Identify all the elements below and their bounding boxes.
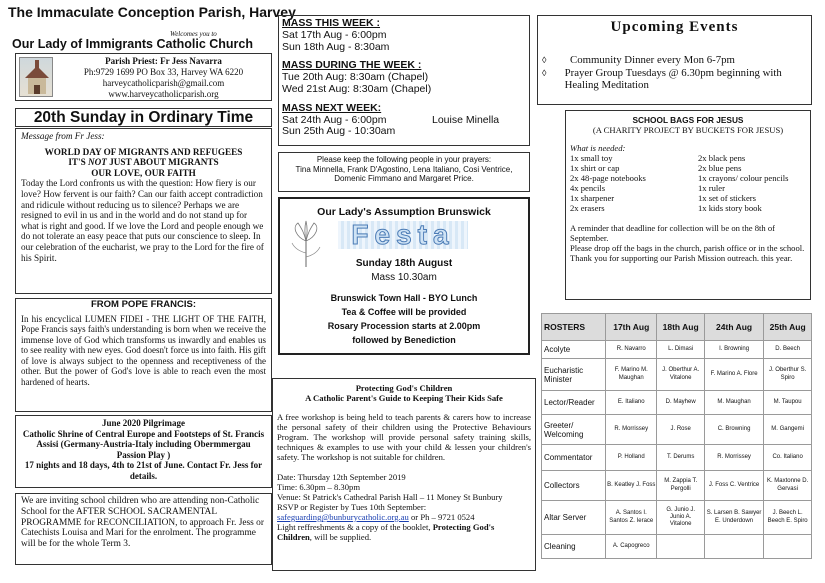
message-heading-1: WORLD DAY OF MIGRANTS AND REFUGEES [44, 146, 243, 157]
table-row: Greeter/ Welcoming R. Morrissey J. Rose C. Browning M. Gangemi [542, 415, 812, 445]
parish-email[interactable]: harveycatholicparish@gmail.com [102, 78, 225, 88]
festa-procession: Rosary Procession starts at 2.00pm [327, 321, 481, 331]
protecting-subtitle: A Catholic Parent's Guide to Keeping Their Kids Safe [305, 393, 503, 403]
protecting-venue: Venue: St Patrick's Cathedral Parish Hall – 11 Money St Bunbury [277, 492, 503, 502]
bags-dropoff: Please drop off the bags in the church, parish office or in the school. [570, 243, 805, 253]
protecting-contact: safeguarding@bunburycatholic.org.au or Ph – 9721 0524 [277, 512, 475, 522]
mass-this-week-2: Sun 18th Aug - 8:30am [282, 40, 390, 53]
church-name: Our Lady of Immigrants Catholic Church [12, 37, 253, 51]
table-row: Eucharistic Minister F. Marino M. Maughan J. Oberthur A. Vitalone F. Marino A. Flore J. Oberthur S. Spiro [542, 359, 812, 391]
table-row: Cleaning A. Capogreco [542, 535, 812, 559]
diamond-bullet-icon: ◊ [542, 55, 547, 65]
mass-this-week-1: Sat 17th Aug - 6:00pm [282, 28, 387, 41]
pilgrimage-line-1: June 2020 Pilgrimage [102, 418, 185, 428]
prayers-names: Tina Minnella, Frank D'Agostino, Lena Italiano, Cosi Ventrice, Domenic Fimmano and Margaret Price. [295, 164, 513, 184]
mass-next-week-1-note: Louise Minella [432, 113, 500, 126]
priest-info-box [15, 53, 272, 101]
bags-reminder: A reminder that deadline for collection will be on the 8th of September. [570, 223, 775, 243]
roster-date: 18th Aug [657, 314, 704, 341]
festa-tea: Tea & Coffee will be provided [341, 307, 467, 317]
event-item: ◊ Community Dinner every Mon 6-7pm [542, 54, 735, 66]
mass-during-week-1: Tue 20th Aug: 8:30am (Chapel) [282, 71, 429, 84]
events-title: Upcoming Events [610, 19, 739, 35]
festa-word: Festa [338, 221, 468, 249]
protecting-rsvp: RSVP or Register by Tues 10th September: [277, 502, 427, 512]
message-body: Today the Lord confronts us with the question: How fiery is our love? How fervent is our faith? Can our faith accept contradiction and ridicule without reducing us to silence? Perhaps we are resigned to evil in us and in the world and do not stand up for what is right and good. If we love the Lord and people enough we do not tolerate an easy peace that puts our conscience to sleep. In our celebration of the eucharist, we pray to the Lord for the fire of his Spirit. [21, 178, 264, 263]
priest-contact: Ph:9729 1699 PO Box 33, Harvey WA 6220 [83, 67, 244, 77]
mass-during-week-2: Wed 21st Aug: 8:30am (Chapel) [282, 82, 432, 95]
festa-title: Our Lady's Assumption Brunswick [317, 206, 491, 218]
bag-item: 1x kids story book [698, 203, 762, 213]
mass-times-box [278, 15, 530, 146]
bag-item: 1x crayons/ colour pencils [698, 173, 789, 183]
table-row: Altar Server A. Santos I. Santos Z. Ierace G. Junio J. Junio A. Vitalone S. Larsen B. Sawyer E. Underdown J. Beech L. Beech E. Spiro [542, 501, 812, 535]
prayers-box [278, 152, 530, 192]
protecting-date: Date: Thursday 12th September 2019 [277, 472, 406, 482]
school-bags-box [565, 110, 811, 300]
message-heading-2: IT'S NOT JUST ABOUT MIGRANTS [68, 157, 219, 168]
festa-mass: Mass 10.30am [371, 272, 437, 283]
roster-date: 24th Aug [704, 314, 763, 341]
rosters-header-row [542, 314, 812, 341]
bags-needed: What is needed: [570, 143, 626, 153]
message-box [15, 128, 272, 294]
sacramental-program-text: We are inviting school children who are attending non-Catholic School for the AFTER SCHOOL SACRAMENTAL PROGRAMME for RECONCILIATION, to approach Fr. Jess or Catechists Louisa and Mari for the enrolment. The programme will be for the whole Term 3. [21, 496, 264, 550]
sunday-title: 20th Sunday in Ordinary Time [15, 108, 272, 127]
protecting-time: Time: 6.30pm – 8.30pm [277, 482, 361, 492]
pope-title: FROM POPE FRANCIS: [90, 299, 197, 310]
mass-next-week-2: Sun 25th Aug - 10:30am [282, 125, 396, 138]
mass-next-week-title: MASS NEXT WEEK: [282, 101, 382, 114]
bag-item: 2x blue pens [698, 163, 742, 173]
table-row: Acolyte R. Navarro L. Dimasi I. Browning D. Beech [542, 341, 812, 359]
festa-lunch: Brunswick Town Hall - BYO Lunch [330, 293, 478, 303]
message-intro: Message from Fr Jess: [21, 131, 105, 141]
table-row: Collectors B. Keatley J. Foss M. Zappia T. Pergolli J. Foss C. Ventrice K. Maxtonne D. Gervasi [542, 471, 812, 501]
table-row: Commentator P. Holland T. Derums R. Morrissey Co. Italiano [542, 445, 812, 471]
bag-item: 1x ruler [698, 183, 725, 193]
church-building-image [19, 57, 53, 97]
pilgrimage-line-2: Catholic Shrine of Central Europe and Footsteps of St. Francis Assisi (Germany-Austria-Italy including Obermmergau Passion Play ) [22, 428, 265, 460]
priest-title: Parish Priest: Fr Jess Navarra [105, 56, 222, 66]
festa-flyer [278, 197, 530, 355]
pilgrimage-line-3: 17 nights and 18 days, 4th to 21st of June. Contact Fr. Jess for details. [24, 460, 263, 481]
upcoming-events-box [537, 15, 812, 105]
bag-item: 2x 48-page notebooks [570, 173, 646, 183]
mass-this-week-title: MASS THIS WEEK : [282, 17, 381, 29]
protecting-refreshments: Light reffreshments & a copy of the booklet, Protecting God's Children, will be supplied. [277, 522, 495, 542]
bag-item: 2x black pens [698, 153, 746, 163]
bag-item: 1x shirt or cap [570, 163, 620, 173]
event-item: ◊ Prayer Group Tuesdays @ 6.30pm beginning with Healing Meditation [542, 66, 782, 91]
bags-title: SCHOOL BAGS FOR JESUS [632, 115, 744, 125]
mass-next-week-1: Sat 24th Aug - 6:00pm [282, 113, 387, 126]
welcome-text: Welcomes you to [170, 30, 217, 38]
protecting-children-box [272, 378, 536, 571]
bag-item: 1x sharpener [570, 193, 615, 203]
bags-thanks: Thank you for supporting our Parish Mission outreach. this year. [570, 253, 793, 263]
rosters-table [541, 313, 812, 559]
safeguarding-email-link[interactable]: safeguarding@bunburycatholic.org.au [277, 512, 409, 522]
festa-benediction: followed by Benediction [352, 335, 456, 345]
bag-item: 1x set of stickers [698, 193, 756, 203]
bag-item: 1x small toy [570, 153, 613, 163]
bag-item: 2x erasers [570, 203, 605, 213]
pilgrimage-box [15, 415, 272, 488]
pope-francis-box [15, 298, 272, 412]
festa-date: Sunday 18th August [355, 258, 453, 269]
bags-items [570, 153, 806, 213]
pope-body: In his encyclical LUMEN FIDEI - THE LIGHT OF THE FAITH, Pope Francis says faith's understanding is born when we receive the immense love of God which transforms us inwardly and enables us to see reality with new eyes. God doesn't force us into faith. His gift of love is always subject to the openness and receptiveness of the other. But the power of God's love is able to reach even the most hardened of hearts. [21, 313, 266, 387]
rosters-title: ROSTERS [542, 314, 606, 341]
parish-website[interactable]: www.harveycatholicparish.org [108, 89, 219, 99]
roster-date: 25th Aug [764, 314, 812, 341]
diamond-bullet-icon: ◊ [542, 67, 547, 78]
protecting-body: A free workshop is being held to teach parents & carers how to increase the personal safety of their children using the Protective Behaviours Program. The workshop will provide personal safety training skills, techniques & examples to use with your child & lessen your children's safety. The workshop is not suitable for children. [277, 412, 531, 462]
prayers-intro: Please keep the following people in your prayers: [316, 155, 492, 164]
roster-date: 17th Aug [606, 314, 657, 341]
bag-item: 4x pencils [570, 183, 606, 193]
table-row: Lector/Reader E. Italiano D. Mayhew M. Maughan M. Taupou [542, 391, 812, 415]
parish-title: The Immaculate Conception Parish, Harvey [8, 4, 296, 20]
protecting-title: Protecting God's Children [355, 383, 453, 393]
mass-during-week-title: MASS DURING THE WEEK : [282, 59, 422, 72]
sacramental-program-box [15, 493, 272, 565]
bags-subtitle: (A CHARITY PROJECT BY BUCKETS FOR JESUS) [592, 125, 784, 135]
message-heading-3: OUR LOVE, OUR FAITH [91, 167, 196, 178]
